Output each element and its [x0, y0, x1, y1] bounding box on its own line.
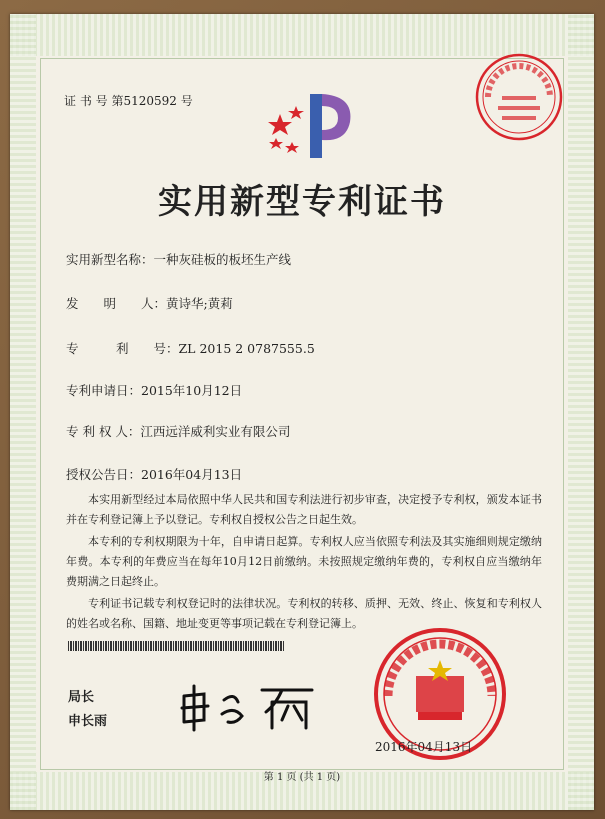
signatory-role: 局长 [68, 690, 95, 705]
agency-seal-icon [474, 52, 564, 142]
seal-date: 2016年04月13日 [375, 740, 473, 754]
utility-model-name: 实用新型名称：一种灰硅板的板坯生产线 [66, 252, 292, 267]
paragraph-grant: 本实用新型经过本局依照中华人民共和国专利法进行初步审查，决定授予专利权，颁发本证书并在专利登记簿上予以登记。专利权自授权公告之日起生效。 [66, 493, 542, 526]
certificate-paper [10, 14, 594, 810]
signatory-name: 申长雨 [68, 714, 108, 729]
paragraph-term: 本专利的专利权期限为十年，自申请日起算。专利权人应当依照专利法及其实施细则规定缴纳年费。本专利的年费应当在每年10月12日前缴纳。未按照规定缴纳年费的，专利权自应当缴纳年费期满之日起终止。 [66, 535, 542, 588]
decorative-border-right [568, 14, 594, 810]
page-title: 实用新型专利证书 [158, 182, 446, 222]
filing-date: 专利申请日：2015年10月12日 [66, 383, 243, 398]
decorative-border-top [10, 14, 594, 56]
inventors: 发 明 人：黄诗华;黄莉 [66, 296, 233, 311]
page-footer: 第 1 页 (共 1 页) [263, 772, 341, 783]
cnipa-logo-icon [262, 84, 362, 164]
handwritten-signature [178, 682, 318, 732]
announcement-date: 授权公告日：2016年04月13日 [66, 467, 243, 482]
patent-number: 专 利 号：ZL 2015 2 0787555.5 [66, 341, 315, 356]
barcode [68, 641, 284, 651]
patentee: 专 利 权 人：江西远洋威利实业有限公司 [66, 424, 291, 439]
paragraph-legal-status: 专利证书记载专利权登记时的法律状况。专利权的转移、质押、无效、终止、恢复和专利权人的姓名或名称、国籍、地址变更等事项记载在专利登记簿上。 [66, 597, 542, 630]
certificate-number: 证 书 号 第5120592 号 [64, 94, 193, 108]
decorative-border-left [10, 14, 36, 810]
